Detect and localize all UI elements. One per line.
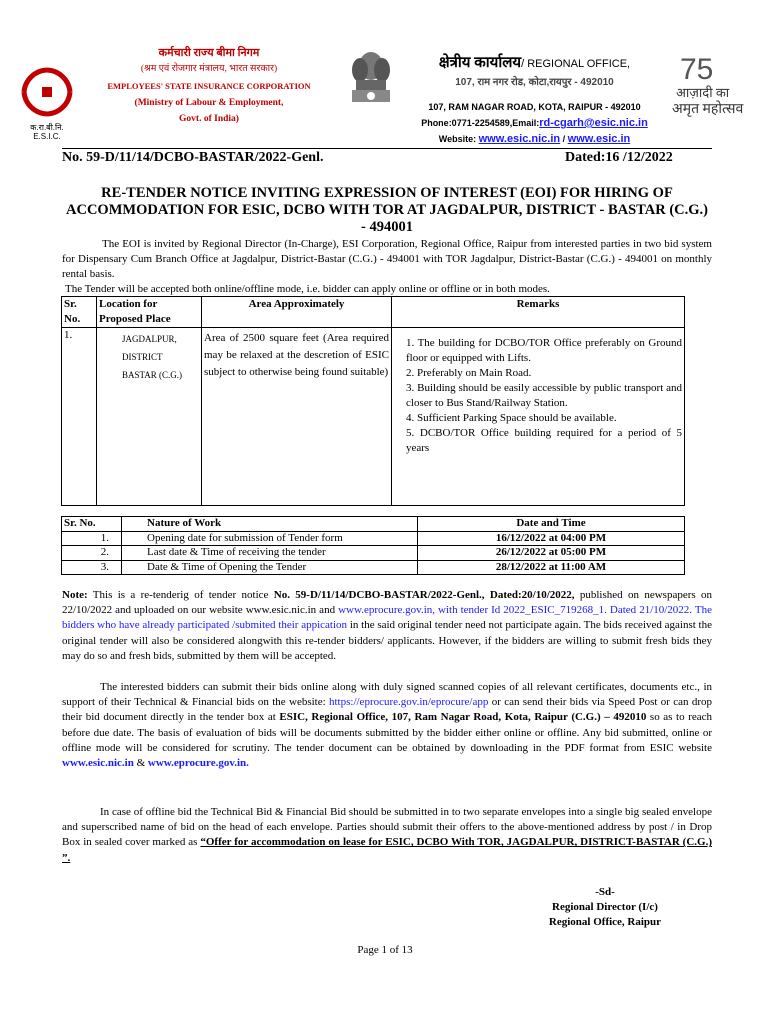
offline-bid-paragraph xyxy=(62,805,712,866)
schedule-table xyxy=(61,516,685,575)
envelope-marking: “Offer for accommodation on lease for ESIC, DCBO With TOR, JAGDALPUR, DISTRICT-BASTAR (C.G.) ”. xyxy=(62,836,712,864)
org-block-left xyxy=(84,45,334,127)
reference-number: No. 59-D/11/14/DCBO-BASTAR/2022-Genl. xyxy=(62,150,324,165)
col-date-time: Date and Time xyxy=(418,517,685,532)
schedule-row xyxy=(62,560,685,575)
note-eprocure-text: www.eprocure.gov.in, with tender Id 2022_ESIC_719268_1. Dated 21/10/2022. The bidders who have already participated /submited their appication xyxy=(62,604,712,632)
remark-item: 3. Building should be easily accessible by public transport and closer to Bus Stand/Railway Station. xyxy=(406,382,682,409)
azadi-ka-amrit-mahotsav-logo xyxy=(672,55,764,130)
address-english: 107, RAM NAGAR ROAD, KOTA, RAIPUR - 492010 xyxy=(428,102,641,112)
schedule-sr: 2. xyxy=(62,546,122,561)
note-text-2: published on newspapers on 22/10/2022 and uploaded on our website www.esic.nic.in and xyxy=(62,589,712,617)
schedule-work: Opening date for submission of Tender form xyxy=(122,531,418,546)
address-hindi: 107, राम नगर रोड, कोटा,रायपुर - 492010 xyxy=(455,77,614,88)
schedule-date: 28/12/2022 at 11:00 AM xyxy=(418,560,685,575)
submission-text-4: & xyxy=(133,757,148,770)
tender-box-address: ESIC, Regional Office, 107, Ram Nagar Road, Kota, Raipur (C.G.) – 492010 xyxy=(279,711,647,724)
signature-designation: Regional Director (I/c) xyxy=(552,901,658,913)
office-title-english: / REGIONAL OFFICE, xyxy=(521,58,631,70)
requirements-row xyxy=(62,328,685,506)
phone-email xyxy=(402,115,667,131)
row-remarks xyxy=(392,328,685,506)
offline-bid-text: In case of offline bid the Technical Bid & Financial Bid should be submitted in to two separate envelopes into a single big sealed envelope and superscribed name of bid on the head of each envelope. Parties should submit their offers to the above-mentioned address by post / in Drop Box in sealed cover marked as xyxy=(62,806,712,849)
date-line: Dated:16 /12/2022 xyxy=(565,150,673,165)
header-rule xyxy=(62,148,712,149)
remark-item: 1. The building for DCBO/TOR Office preferably on Ground floor or equipped with Lifts. xyxy=(406,337,682,364)
signature-office: Regional Office, Raipur xyxy=(548,916,662,928)
remark-item: 4. Sufficient Parking Space should be available. xyxy=(406,412,617,424)
requirements-table xyxy=(61,296,685,506)
phone-label: Phone:0771-2254589,Email: xyxy=(421,118,540,128)
schedule-work: Last date & Time of receiving the tender xyxy=(122,546,418,561)
esic-website-link[interactable]: www.esic.nic.in xyxy=(62,757,134,770)
remark-item: 5. DCBO/TOR Office building required for a period of 5 years xyxy=(406,427,682,454)
page-number: Page 1 of 13 xyxy=(357,944,413,956)
note-label: Note: xyxy=(62,589,88,601)
note-paragraph xyxy=(62,588,712,664)
col-remarks: Remarks xyxy=(392,297,685,328)
esic-logo-caption: क.रा.बी.नि. E.S.I.C. xyxy=(30,123,64,141)
col-nature-of-work: Nature of Work xyxy=(122,517,418,532)
row-area: Area of 2500 square feet (Area required may be relaxed at the descretion of ESIC subject to otherwise being found suitable) xyxy=(202,328,392,506)
note-text-1: This is a re-tenderig of tender notice xyxy=(87,589,274,601)
col-area: Area Approximately xyxy=(202,297,392,328)
schedule-sr: 1. xyxy=(62,531,122,546)
submission-text-3: so as to reach before due date. The basis of evaluation of bids will be documents submitted by the bidder either online or offline. Any bid submitted, online or offline mode will be considered for scrutiny. The tender document can be obtained by downloading in the PDF format from ESIC website xyxy=(62,711,713,754)
website-line xyxy=(402,131,667,147)
website-link-1[interactable]: www.esic.nic.in xyxy=(478,133,561,145)
signature-sd: -Sd- xyxy=(595,886,615,898)
note-ref: No. 59-D/11/14/DCBO-BASTAR/2022-Genl., Dated:20/10/2022, xyxy=(273,589,575,601)
schedule-date: 26/12/2022 at 05:00 PM xyxy=(418,546,685,561)
office-title-hindi: क्षेत्रीय कार्यालय xyxy=(438,55,522,71)
note-text-3: in the said original tender need not participate again. The bids received against the original tender will also be considered alongwith this re-tender bidders/ applicants. However, if the bidders are willing to submit fresh bids they may do so and fresh bids, submitted by them will be accepted. xyxy=(62,619,712,662)
website-label: Website: xyxy=(438,134,479,144)
website-separator: / xyxy=(560,134,568,144)
national-emblem xyxy=(340,48,402,136)
row-location: JAGDALPUR, DISTRICT BASTAR (C.G.) xyxy=(97,328,202,506)
website-link-2[interactable]: www.esic.in xyxy=(567,133,631,145)
requirements-header-row xyxy=(62,297,685,328)
col-sr-no: Sr. No. xyxy=(62,517,122,532)
office-title xyxy=(402,52,667,75)
schedule-date: 16/12/2022 at 04:00 PM xyxy=(418,531,685,546)
schedule-row xyxy=(62,531,685,546)
row-sr: 1. xyxy=(62,328,97,506)
col-sr: Sr. No. xyxy=(62,297,97,328)
org-english-ministry: (Ministry of Labour & Employment, xyxy=(134,98,284,108)
regional-office-block xyxy=(402,52,667,147)
esic-logo xyxy=(12,62,82,142)
email-link[interactable]: rd-cgarh@esic.nic.in xyxy=(539,117,648,129)
org-hindi-ministry: (श्रम एवं रोजगार मंत्रालय, भारत सरकार) xyxy=(140,64,278,74)
signature-block xyxy=(520,885,690,930)
submission-text-2: or can send their bids via Speed Post or can drop their bid document directly in the tender box at xyxy=(62,696,713,724)
tender-mode-line: The Tender will be accepted both online/offline mode, i.e. bidder can apply online or offline or in both modes. xyxy=(65,283,550,295)
azadi-text: आज़ादी का xyxy=(676,85,730,100)
remark-item: 2. Preferably on Main Road. xyxy=(406,367,532,379)
schedule-row xyxy=(62,546,685,561)
eprocure-app-link[interactable]: https://eprocure.gov.in/eprocure/app xyxy=(329,696,489,709)
eprocure-website-link[interactable]: www.eprocure.gov.in. xyxy=(147,757,249,770)
col-location: Location for Proposed Place xyxy=(97,297,202,328)
notice-title: RE-TENDER NOTICE INVITING EXPRESSION OF INTEREST (EOI) FOR HIRING OF ACCOMMODATION FOR ESIC, DCBO WITH TOR AT JAGDALPUR, DISTRICT - BASTAR (C.G.) - 494001 xyxy=(66,185,708,235)
schedule-work: Date & Time of Opening the Tender xyxy=(122,560,418,575)
azadi-75: 75 xyxy=(680,53,714,86)
intro-paragraph: The EOI is invited by Regional Director (In-Charge), ESI Corporation, Regional Office, Raipur from interested parties in two bid system for Dispensary Cum Branch Office at Jagdalpur, District-Bastar (C.G.) - 494001 with TOR Jagdalpur, District-Bastar (C.G.) - 494001 on monthly rental basis. xyxy=(62,238,712,280)
org-english-govt: Govt. of India) xyxy=(179,114,239,124)
org-english-name: EMPLOYEES' STATE INSURANCE CORPORATION xyxy=(107,81,311,91)
org-hindi-name: कर्मचारी राज्य बीमा निगम xyxy=(158,47,260,59)
submission-paragraph xyxy=(62,680,712,771)
amrit-mahotsav-text: अमृत महोत्सव xyxy=(672,102,744,117)
schedule-sr: 3. xyxy=(62,560,122,575)
submission-text-1: The interested bidders can submit their bids online along with duly signed scanned copies of all relevant certificates, documents etc., in support of their Technical & Financial bids on the website: xyxy=(62,681,712,709)
schedule-header-row xyxy=(62,517,685,532)
